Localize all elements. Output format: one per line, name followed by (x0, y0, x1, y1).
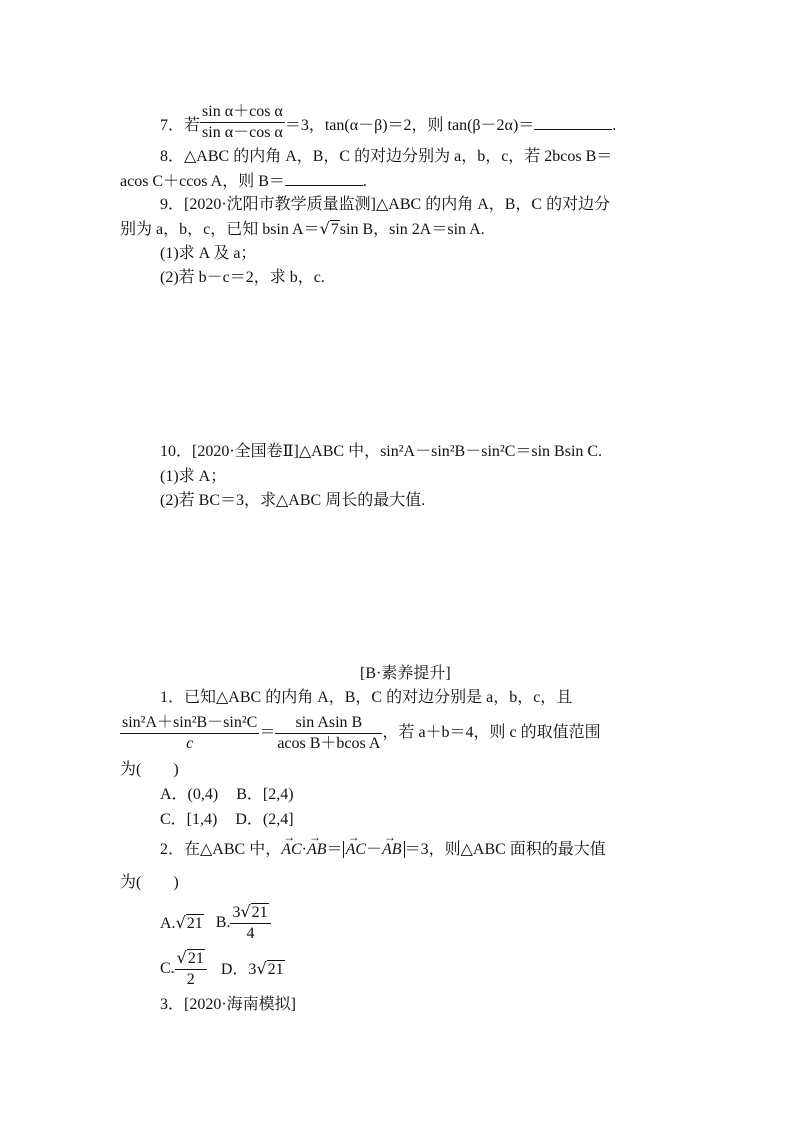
q8-line1: 8．△ABC 的内角 A，B，C 的对边分别为 a，b，c，若 2bcos B＝ (160, 148, 613, 165)
vector-ac-2: → AC (346, 840, 366, 860)
b-q2-option-c-den: 2 (186, 971, 195, 988)
q7-frac-num: sin α＋cos α (200, 102, 285, 123)
q7-pre: 若 (184, 117, 201, 135)
q8-line2-text: acos C＋ccos A，则 B＝ (120, 173, 285, 190)
b-q2-option-b-radicand: 21 (251, 904, 268, 921)
b-q2-option-a[interactable] (160, 913, 204, 934)
sqrt-sign-icon: √ (176, 948, 187, 967)
b-q2-option-c-radicand: 21 (187, 950, 204, 967)
b-q1-frac1-num: sin²A＋sin²B－sin²C (120, 713, 259, 734)
q8-line2 (120, 172, 367, 192)
b-q1-option-c[interactable]: C．[1,4) (160, 811, 218, 828)
q9-line2 (120, 219, 485, 240)
b-q2-option-b-sqrt (240, 902, 268, 923)
sqrt-sign-icon: √ (256, 958, 267, 978)
sqrt-sign-icon: √ (240, 902, 251, 921)
q7-mid: ＝3，tan(α－β)＝2，则 tan(β－2α)＝ (284, 117, 535, 135)
b-q1-option-b[interactable]: B．[2,4) (236, 786, 294, 803)
b-q2-option-c-frac (175, 948, 207, 990)
b-q1-option-d[interactable]: D．(2,4] (235, 811, 294, 828)
b-q2-line2: 为( ) (120, 874, 179, 891)
b-q2-option-b-num (230, 902, 270, 924)
q7-end: . (612, 117, 617, 135)
b-q2-option-c-sqrt (177, 948, 205, 969)
b-q2-option-a-radicand: 21 (186, 914, 203, 932)
vector-ac-1: → AC (281, 840, 301, 860)
q10-part1: (1)求 A； (160, 468, 227, 485)
b-q1-line1: 1．已知△ABC 的内角 A，B，C 的对边分别是 a，b，c，且 (160, 689, 573, 706)
b-q1-frac2 (275, 713, 382, 754)
b-q2-options-cd (160, 948, 285, 990)
b-q2-eq: ＝ (326, 841, 343, 858)
q10-line1: 10．[2020·全国卷Ⅱ]△ABC 中，sin²A－sin²B－sin²C＝sin Bsin C. (160, 443, 603, 460)
b-q2-line1 (160, 840, 606, 860)
b-q2-option-d[interactable] (221, 959, 285, 980)
q10-part2: (2)若 BC＝3，求△ABC 周长的最大值. (160, 492, 426, 509)
b-q2-minus: － (366, 841, 383, 858)
q9-part2: (2)若 b－c＝2，求 b，c. (160, 269, 325, 286)
b-q1-options-ab (160, 785, 294, 805)
b-q2-pre: 2．在△ABC 中， (160, 841, 282, 858)
b-q3-line1: 3．[2020·海南模拟] (160, 996, 296, 1013)
sqrt-sign-icon: √ (319, 219, 330, 238)
b-q1-frac2-num: sin Asin B (275, 713, 382, 734)
sqrt-sign-icon: √ (175, 912, 186, 932)
b-q2-options-ab (160, 902, 271, 944)
b-q1-frac1 (120, 713, 259, 754)
q9-sqrt (320, 219, 340, 240)
b-q1-line2 (120, 713, 601, 754)
b-q2-option-b-coef: 3 (232, 904, 241, 921)
q9-line1: 9．[2020·沈阳市教学质量监测]△ABC 的内角 A，B，C 的对边分 (160, 196, 611, 213)
q7-number: 7． (160, 117, 185, 135)
q9-part1: (1)求 A 及 a； (160, 245, 257, 262)
q7-fraction (200, 102, 285, 143)
b-q1-tail: ，若 a＋b＝4，则 c 的取值范围 (382, 724, 601, 742)
b-q2-option-d-label: D．3 (220, 960, 257, 978)
q7-answer-blank[interactable] (534, 129, 612, 130)
b-q2-dot: · (301, 841, 307, 858)
q9-line2a: 别为 a，b，c，已知 bsin A＝ (120, 221, 320, 238)
q8-end: . (362, 173, 367, 190)
q9-line2b: sin B，sin 2A＝sin A. (339, 221, 485, 238)
q7-line (160, 103, 617, 143)
q9-sqrt-radicand: 7 (330, 221, 339, 238)
b-q1-eq: ＝ (259, 724, 276, 742)
b-q2-abs (343, 841, 405, 858)
vector-ab-1: → AB (307, 840, 327, 860)
b-q2-option-c-label: C. (160, 960, 175, 977)
vector-ab-2: → AB (382, 840, 402, 860)
b-q2-option-d-sqrt (256, 959, 284, 980)
b-q2-option-b-label: B. (215, 914, 231, 931)
b-q2-option-c-num (175, 948, 207, 970)
b-q1-frac1-den: c (186, 735, 194, 752)
b-q2-option-d-radicand: 21 (267, 960, 284, 978)
b-q2-option-b[interactable] (216, 902, 271, 944)
q8-answer-blank[interactable] (285, 185, 363, 186)
b-q2-option-c[interactable] (160, 948, 207, 990)
b-q2-option-a-sqrt (176, 913, 204, 934)
b-q1-line3: 为( ) (120, 761, 179, 778)
q7-frac-den: sin α－cos α (202, 124, 283, 141)
b-q1-option-a[interactable]: A．(0,4) (160, 786, 219, 803)
b-q2-option-b-den: 4 (246, 925, 255, 942)
b-q2-option-a-label: A. (160, 914, 176, 932)
b-q1-frac2-den: acos B＋bcos A (277, 735, 381, 752)
b-q2-option-b-frac (230, 902, 270, 944)
b-q2-tail: ＝3，则△ABC 面积的最大值 (404, 841, 606, 858)
section-b-title: [B·素养提升] (360, 665, 451, 682)
b-q1-options-cd (160, 810, 294, 830)
